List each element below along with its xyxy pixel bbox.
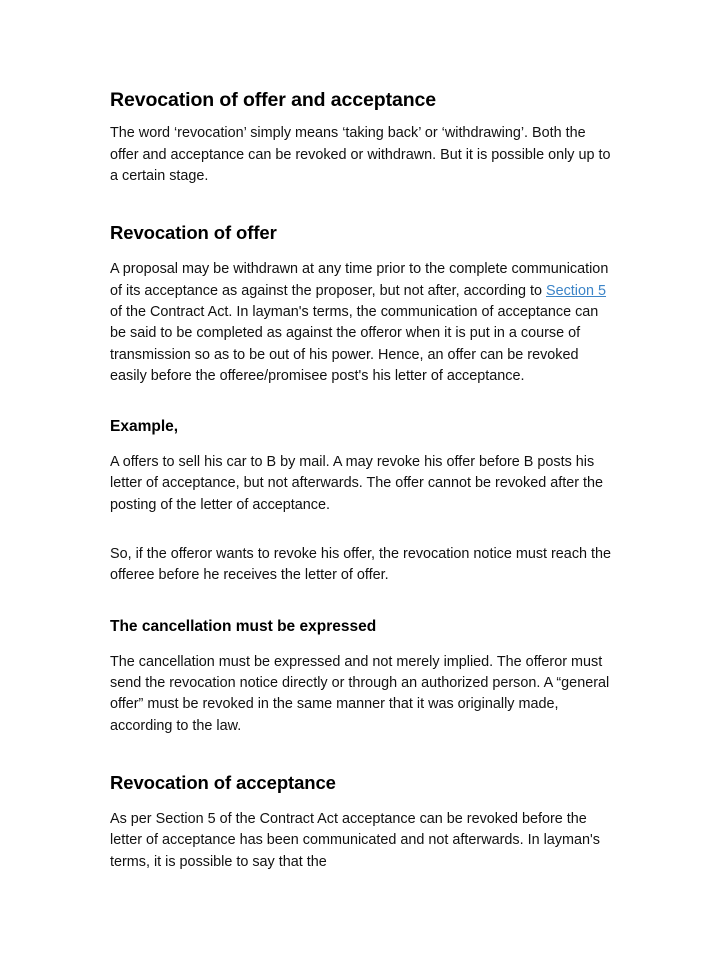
- section-heading-revocation-of-offer: Revocation of offer: [110, 222, 277, 244]
- paragraph-text-before-link: A proposal may be withdrawn at any time prior to the complete communication of its acceptance as against the proposer, but not after, according to: [110, 261, 609, 299]
- section-5-link[interactable]: Section 5: [546, 282, 607, 299]
- example-paragraph-2: So, if the offeror wants to revoke his offer, the revocation notice must reach the offeree before he receives the letter of offer.: [110, 546, 612, 584]
- intro-paragraph: The word ‘revocation’ simply means ‘taking back’ or ‘withdrawing’. Both the offer and acceptance can be revoked or withdrawn. But it is possible only up to a certain stage.: [110, 125, 611, 184]
- paragraph-spacer: [110, 530, 612, 544]
- cancellation-paragraph: The cancellation must be expressed and not merely implied. The offeror must send the revocation notice directly or through an authorized person. A “general offer” must be revoked in the same manner that it was originally made, according to the law.: [110, 653, 610, 734]
- section-heading-revocation-of-acceptance: Revocation of acceptance: [110, 771, 336, 793]
- paragraph-text-after-link: of the Contract Act. In layman's terms, the communication of acceptance can be said to be completed as against the offeror when it is put in a course of transmission so as to be out of his power. Hence, an offer can be revoked easily before the offeree/promisee post's his letter of acceptance.: [110, 303, 599, 384]
- subheading-cancellation-must-be-expressed: The cancellation must be expressed: [110, 617, 377, 635]
- document-body: [110, 88, 612, 873]
- subheading-example: Example,: [110, 418, 179, 436]
- example-paragraph-1: A offers to sell his car to B by mail. A may revoke his offer before B posts his letter of acceptance, but not afterwards. The offer cannot be revoked after the posting of the letter of acceptance.: [110, 454, 604, 513]
- revocation-of-acceptance-paragraph: As per Section 5 of the Contract Act acceptance can be revoked before the letter of acceptance has been communicated and not afterwards. In layman's terms, it is possible to say that the: [110, 810, 600, 870]
- revocation-of-offer-paragraph: [110, 259, 612, 387]
- page-title: Revocation of offer and acceptance: [110, 89, 437, 111]
